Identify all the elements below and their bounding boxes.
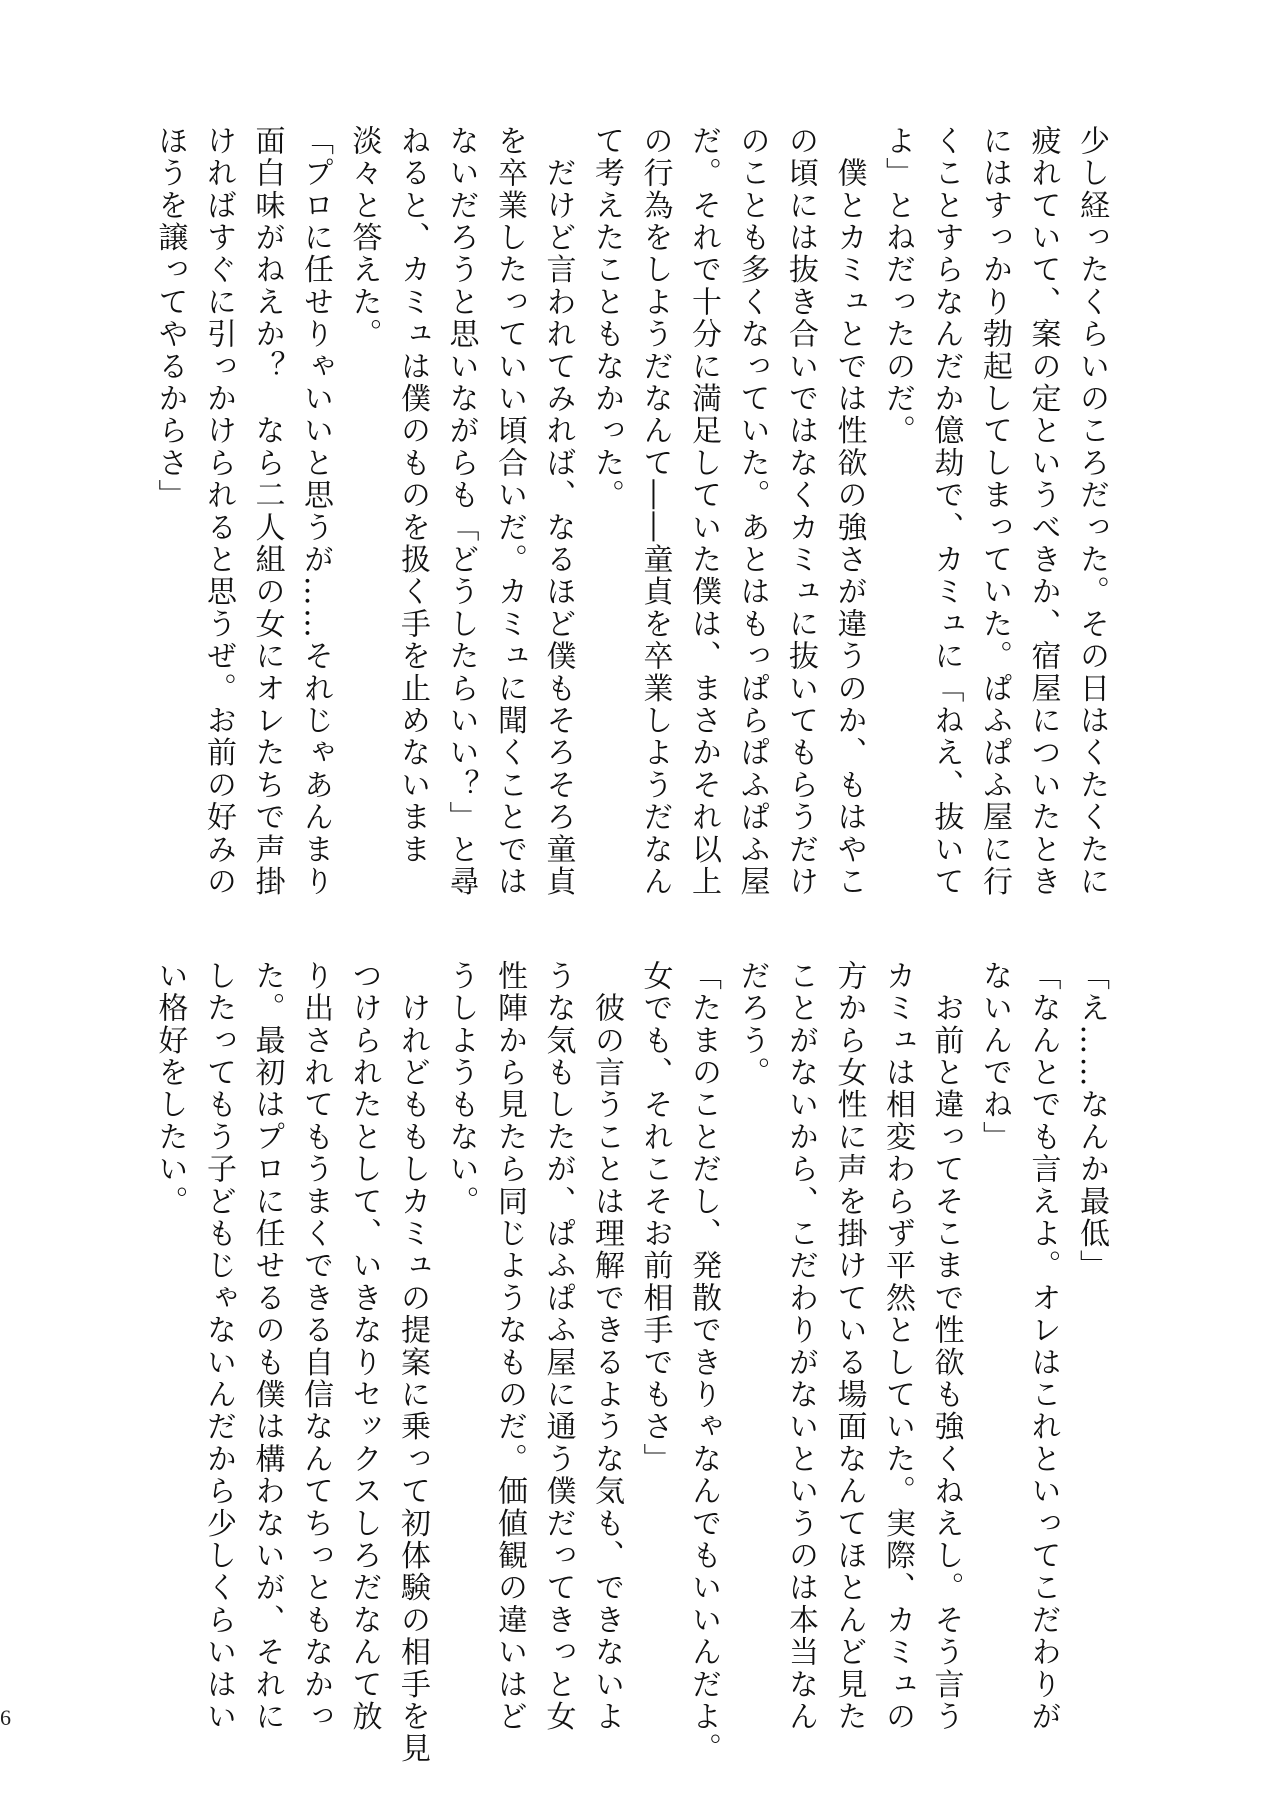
text-line: したってもう子どもじゃないんだから少しくらいはい	[201, 960, 236, 1733]
text-line: お前と違ってそこまで性欲も強くねえし。そう言う	[928, 960, 964, 1733]
text-line: うな気もしたが、ぱふぱふ屋に通う僕だってきっと女	[540, 960, 576, 1733]
page-number: 6	[0, 1705, 11, 1730]
text-line: うしようもない。	[443, 960, 479, 1218]
text-line: だけど言われてみれば、なるほど僕もそろそろ童貞	[540, 125, 576, 898]
text-line: 性陣から見たら同じようなものだ。価値観の違いはど	[492, 960, 527, 1733]
text-line: だ。それで十分に満足していた僕は、まさかそれ以上	[686, 125, 721, 898]
text-line: 僕とカミュとでは性欲の強さが違うのか、もはやこ	[831, 125, 867, 898]
text-line: 面白味がねえか？ なら二人組の女にオレたちで声掛	[249, 125, 285, 898]
text-line: 「プロに任せりゃいいと思うが……それじゃあんまり	[298, 125, 333, 898]
text-line: 女でも、それこそお前相手でもさ」	[637, 960, 673, 1476]
text-line: ほうを譲ってやるからさ」	[152, 125, 188, 512]
bottom-text-block	[145, 960, 1115, 1765]
text-line: にはすっかり勃起してしまっていた。ぱふぱふ屋に行	[977, 125, 1012, 898]
text-line: 方から女性に声を掛けている場面なんてほとんど見た	[831, 960, 867, 1733]
text-line: い格好をしたい。	[152, 960, 188, 1218]
text-line: た。最初はプロに任せるのも僕は構わないが、それに	[249, 960, 285, 1733]
text-line: ことがないから、こだわりがないというのは本当なん	[783, 960, 818, 1733]
text-line: くことすらなんだか億劫で、カミュに「ねえ、抜いて	[928, 125, 964, 898]
text-line: て考えたこともなかった。	[589, 125, 624, 512]
text-line: 疲れていて、案の定というべきか、宿屋についたとき	[1025, 125, 1061, 898]
text-line: 少し経ったくらいのころだった。その日はくたくたに	[1074, 125, 1109, 898]
text-line: ねると、カミュは僕のものを扱く手を止めないまま	[395, 125, 430, 866]
text-line: 彼の言うことは理解できるような気も、できないよ	[589, 960, 624, 1733]
text-line: のことも多くなっていた。あとはもっぱらぱふぱふ屋	[734, 125, 770, 898]
text-line: ないんでね」	[977, 960, 1012, 1154]
text-line: ないだろうと思いながらも「どうしたらいい？」と尋	[443, 125, 479, 898]
text-line: の行為をしようだなんて――童貞を卒業しようだなん	[637, 125, 673, 898]
text-line: だろう。	[734, 960, 770, 1089]
text-line: ければすぐに引っかけられると思うぜ。お前の好みの	[201, 125, 236, 898]
text-line: 「たまのことだし、発散できりゃなんでもいいんだよ。	[686, 960, 721, 1765]
text-line: つけられたとして、いきなりセックスしろだなんて放	[346, 960, 382, 1733]
text-line: 「なんとでも言えよ。オレはこれといってこだわりが	[1025, 960, 1061, 1733]
text-line: カミュは相変わらず平然としていた。実際、カミュの	[880, 960, 915, 1733]
text-line: 「え……なんか最低」	[1074, 960, 1109, 1282]
text-line: り出されてもうまくできる自信なんてちっともなかっ	[298, 960, 333, 1733]
text-line: よ」とねだったのだ。	[880, 125, 915, 447]
text-line: けれどももしカミュの提案に乗って初体験の相手を見	[395, 960, 430, 1765]
text-line: を卒業したっていい頃合いだ。カミュに聞くことでは	[492, 125, 527, 898]
top-text-block	[145, 125, 1115, 898]
text-line: 淡々と答えた。	[346, 125, 382, 351]
text-line: の頃には抜き合いではなくカミュに抜いてもらうだけ	[783, 125, 818, 898]
